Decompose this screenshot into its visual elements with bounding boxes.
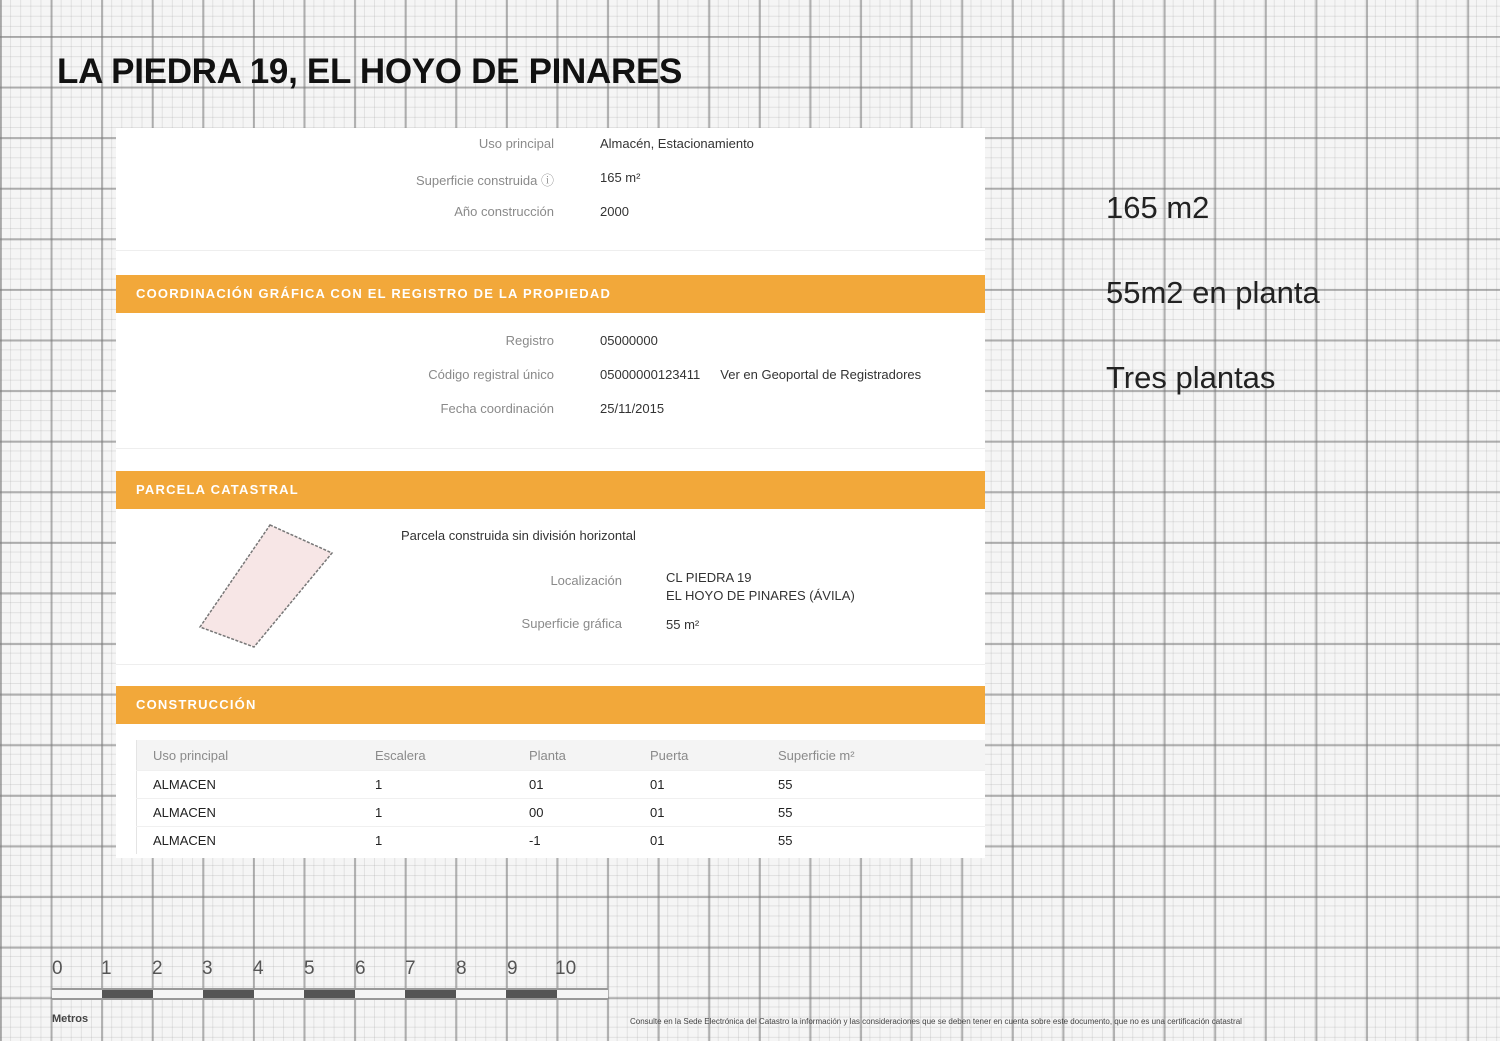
info-label: Superficie construida ⓘ	[415, 173, 554, 188]
scale-tick: 2	[152, 958, 163, 979]
table-row	[137, 827, 986, 855]
disclaimer-text: Consulte en la Sede Electrónica del Catastro la información y las consideraciones que se deben tener en cuenta sobre este documento, que no es una certificación catastral	[630, 1017, 1242, 1026]
scale-tick: 6	[355, 958, 366, 979]
scale-segment	[102, 990, 153, 998]
geoportal-link[interactable]: Ver en Geoportal de Registradores	[720, 367, 922, 382]
table-row	[137, 799, 986, 827]
scale-tick: 3	[202, 958, 213, 979]
parcel-shape-icon	[196, 523, 336, 653]
note-total-area: 165 m2	[1106, 190, 1210, 225]
codigo-registral: 05000000123411	[600, 367, 701, 382]
parcel-note: Parcela construida sin división horizontal	[401, 528, 636, 543]
scale-tick: 5	[304, 958, 315, 979]
column-header: Escalera	[359, 740, 513, 771]
page-title: LA PIEDRA 19, EL HOYO DE PINARES	[57, 52, 683, 91]
cell-escalera: 1	[359, 799, 513, 827]
info-value: Almacén, Estacionamiento	[600, 136, 754, 151]
cell-uso: ALMACEN	[137, 799, 360, 827]
info-value: 05000000	[600, 333, 658, 348]
info-value: 165 m²	[600, 170, 641, 185]
column-header: Superficie m²	[762, 740, 985, 771]
cell-planta: 00	[513, 799, 634, 827]
info-value: 55 m²	[666, 617, 700, 632]
info-row-uso	[116, 136, 985, 154]
info-label: Localización	[550, 573, 622, 588]
section-header-parcela: PARCELA CATASTRAL	[116, 471, 985, 509]
scale-unit-label: Metros	[52, 1013, 89, 1025]
cell-puerta: 01	[634, 771, 762, 799]
scale-tick: 9	[507, 958, 518, 979]
column-header: Planta	[513, 740, 634, 771]
scale-tick: 1	[101, 958, 112, 979]
cell-escalera: 1	[359, 827, 513, 855]
scale-tick: 8	[456, 958, 467, 979]
scale-tick: 4	[253, 958, 264, 979]
address-line-1: CL PIEDRA 19	[666, 570, 752, 585]
scale-segment	[405, 990, 456, 998]
scale-tick: 0	[52, 958, 63, 979]
info-label: Código registral único	[428, 367, 554, 382]
info-label: Año construcción	[454, 204, 554, 219]
scale-track	[52, 988, 608, 1000]
divider	[116, 250, 985, 251]
cell-puerta: 01	[634, 799, 762, 827]
scale-segment	[203, 990, 254, 998]
divider	[116, 448, 985, 449]
column-header: Puerta	[634, 740, 762, 771]
scale-bar	[52, 958, 608, 1000]
scale-ticks	[52, 958, 608, 986]
note-floor-area: 55m2 en planta	[1106, 275, 1320, 310]
section-header-coordinacion: COORDINACIÓN GRÁFICA CON EL REGISTRO DE LA PROPIEDAD	[116, 275, 985, 313]
cell-superficie: 55	[762, 827, 985, 855]
cell-planta: -1	[513, 827, 634, 855]
coord-row-registro	[116, 333, 985, 351]
cadastral-sheet	[116, 128, 985, 858]
info-label: Registro	[505, 333, 554, 348]
cell-uso: ALMACEN	[137, 827, 360, 855]
coord-row-codigo	[116, 367, 985, 385]
column-header: Uso principal	[137, 740, 360, 771]
cell-planta: 01	[513, 771, 634, 799]
address-line-2: EL HOYO DE PINARES (ÁVILA)	[666, 588, 855, 603]
cell-superficie: 55	[762, 771, 985, 799]
cell-superficie: 55	[762, 799, 985, 827]
scale-tick: 7	[405, 958, 416, 979]
info-value	[666, 569, 855, 605]
divider	[116, 664, 985, 665]
info-value: 25/11/2015	[600, 401, 665, 416]
info-value: 2000	[600, 204, 629, 219]
scale-segment	[304, 990, 355, 998]
info-row-superficie	[116, 170, 985, 188]
coord-row-fecha	[116, 401, 985, 419]
scale-tick: 10	[555, 958, 577, 979]
info-row-anio	[116, 204, 985, 222]
section-header-construccion: CONSTRUCCIÓN	[116, 686, 985, 724]
table-row	[137, 771, 986, 799]
info-label: Uso principal	[478, 136, 554, 151]
cell-escalera: 1	[359, 771, 513, 799]
cell-uso: ALMACEN	[137, 771, 360, 799]
cell-puerta: 01	[634, 827, 762, 855]
info-label: Fecha coordinación	[440, 401, 554, 416]
scale-segment	[506, 990, 557, 998]
info-value	[600, 367, 921, 382]
note-floors: Tres plantas	[1106, 360, 1276, 395]
info-label: Superficie gráfica	[521, 616, 622, 631]
construction-table	[136, 740, 985, 854]
table-header-row	[137, 740, 986, 771]
